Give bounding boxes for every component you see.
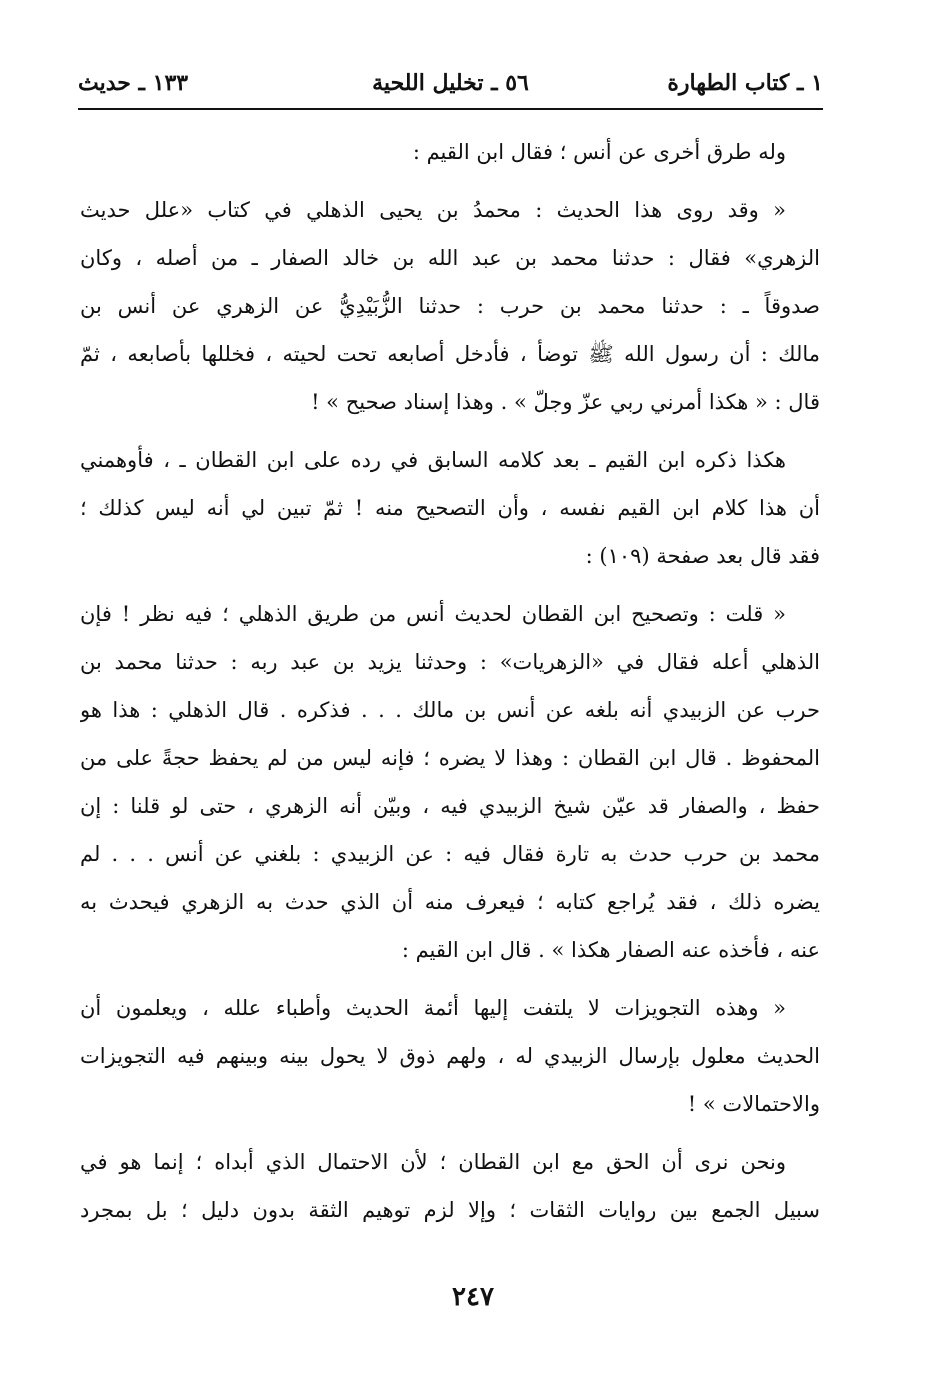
text-line: « قلت : وتصحيح ابن القطان لحديث أنس من طريق الذهلي ؛ فيه نظر ! فإن	[80, 602, 786, 626]
text-line: أن هذا كلام ابن القيم نفسه ، وأن التصحيح منه ! ثمّ تبين لي أنه ليس كذلك ؛	[80, 496, 820, 520]
text-line: مالك : أن رسول الله ﷺ توضأ ، فأدخل أصابعه تحت لحيته ، فخللها بأصابعه ، ثمّ	[80, 342, 820, 366]
text-line: يضره ذلك ، فقد يُراجع كتابه ؛ فيعرف منه أن الذي حدث به الزهري فيحدث به	[80, 890, 820, 914]
text-line: والاحتمالات » !	[687, 1092, 820, 1116]
text-line: « وقد روى هذا الحديث : محمدُ بن يحيى الذهلي في كتاب «علل حديث	[80, 198, 786, 222]
running-header	[78, 64, 823, 104]
paragraph-quote-tajwizat	[80, 984, 820, 1128]
body-text	[80, 128, 820, 1244]
text-line: سبيل الجمع بين روايات الثقات ؛ وإلا لزم توهيم الثقة بدون دليل ؛ بل بمجرد	[80, 1198, 820, 1222]
paragraph-quote-ibn-qayyim	[80, 186, 820, 426]
text-line: وله طرق أخرى عن أنس ؛ فقال ابن القيم :	[412, 140, 786, 164]
text-line: الحديث معلول بإرسال الزبيدي له ، ولهم ذوق لا يحول بينه وبينهم فيه التجويزات	[80, 1044, 820, 1068]
paragraph-quote-ibn-qattan	[80, 590, 820, 974]
text-line: حرب عن الزبيدي أنه بلغه عن أنس بن مالك . . . فذكره . قال الذهلي : هذا هو	[80, 698, 820, 722]
text-line: عنه ، فأخذه عنه الصفار هكذا » . قال ابن القيم :	[401, 938, 820, 962]
paragraph-conclusion	[80, 1138, 820, 1234]
text-line: صدوقاً ـ : حدثنا محمد بن حرب : حدثنا الزُّبَيْدِيُّ عن الزهري عن أنس بن	[80, 294, 820, 318]
header-section: ٥٦ ـ تخليل اللحية	[372, 70, 529, 96]
text-line: الزهري» فقال : حدثنا محمد بن عبد الله بن خالد الصفار ـ من أصله ، وكان	[80, 246, 820, 270]
paragraph-commentary	[80, 436, 820, 580]
text-line: ونحن نرى أن الحق مع ابن القطان ؛ لأن الاحتمال الذي أبداه ؛ إنما هو في	[80, 1150, 786, 1174]
header-rule	[78, 108, 823, 110]
paragraph-intro	[80, 128, 820, 176]
text-line: قال : « هكذا أمرني ربي عزّ وجلّ » . وهذا إسناد صحيح » !	[311, 390, 820, 414]
text-line: حفظ ، والصفار قد عيّن شيخ الزبيدي فيه ، وبيّن أنه الزهري ، حتى لو قلنا : إن	[80, 794, 820, 818]
text-line: محمد بن حرب حدث به تارة فقال فيه : عن الزبيدي : بلغني عن أنس . . . لم	[80, 842, 820, 866]
text-line: « وهذه التجويزات لا يلتفت إليها أئمة الحديث وأطباء علله ، ويعلمون أن	[80, 996, 786, 1020]
page-number: ٢٤٧	[452, 1282, 494, 1312]
text-line: المحفوظ . قال ابن القطان : وهذا لا يضره ؛ فإنه ليس من لم يحفظ حجةً على من	[80, 746, 820, 770]
text-line: الذهلي أعله فقال في «الزهريات» : وحدثنا يزيد بن عبد ربه : حدثنا محمد بن	[80, 650, 820, 674]
text-line: هكذا ذكره ابن القيم ـ بعد كلامه السابق في رده على ابن القطان ـ ، فأوهمني	[80, 448, 786, 472]
header-chapter: ١ ـ كتاب الطهارة	[667, 70, 823, 96]
header-hadith-number: ١٣٣ ـ حديث	[78, 70, 189, 96]
text-line: فقد قال بعد صفحة (١٠٩) :	[585, 544, 820, 568]
